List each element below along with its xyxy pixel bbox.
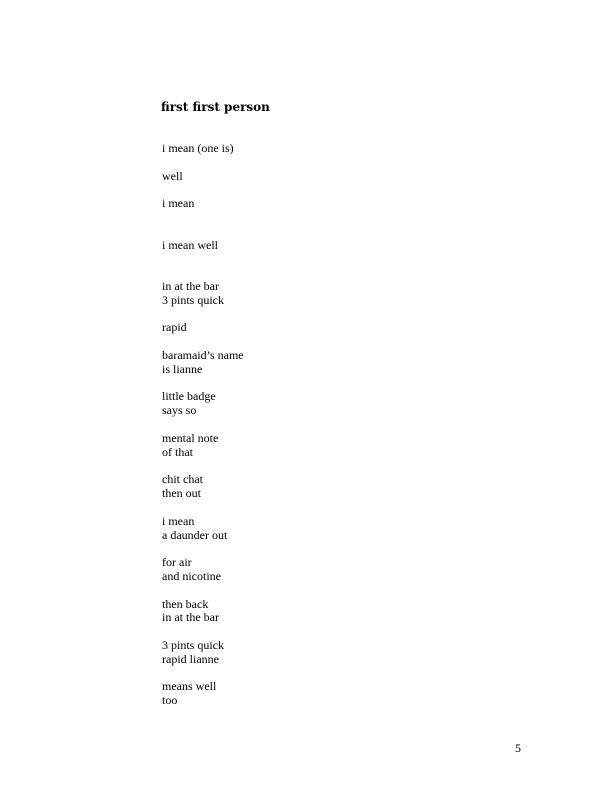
- poem-line: mental note: [162, 431, 219, 445]
- poem-line: baramaid’s name: [162, 348, 244, 362]
- poem-line: 3 pints quick: [162, 638, 224, 652]
- poem-line: too: [162, 693, 178, 707]
- poem-line: a daunder out: [162, 528, 228, 542]
- poem-line: chit chat: [162, 472, 203, 486]
- page-number: 5: [515, 741, 521, 755]
- poem-line: says so: [162, 403, 197, 417]
- poem-line: means well: [162, 679, 217, 693]
- poem-line: then back: [162, 597, 209, 611]
- poem-line: in at the bar: [162, 610, 219, 624]
- poem-line: rapid lianne: [162, 652, 219, 666]
- poem-line: i mean (one is): [162, 141, 234, 155]
- poem-line: well: [162, 169, 183, 183]
- poem-line: i mean: [162, 196, 195, 210]
- poem-line: i mean well: [162, 238, 218, 252]
- poem-line: of that: [162, 445, 193, 459]
- poem-line: and nicotine: [162, 569, 221, 583]
- poem-line: little badge: [162, 389, 216, 403]
- poem-line: rapid: [162, 320, 187, 334]
- poem-line: then out: [162, 486, 201, 500]
- poem-line: 3 pints quick: [162, 293, 224, 307]
- poem-line: i mean: [162, 514, 195, 528]
- poem-line: for air: [162, 555, 192, 569]
- poem-line: in at the bar: [162, 279, 219, 293]
- poem-line: is lianne: [162, 362, 203, 376]
- poem-title: first first person: [161, 100, 270, 114]
